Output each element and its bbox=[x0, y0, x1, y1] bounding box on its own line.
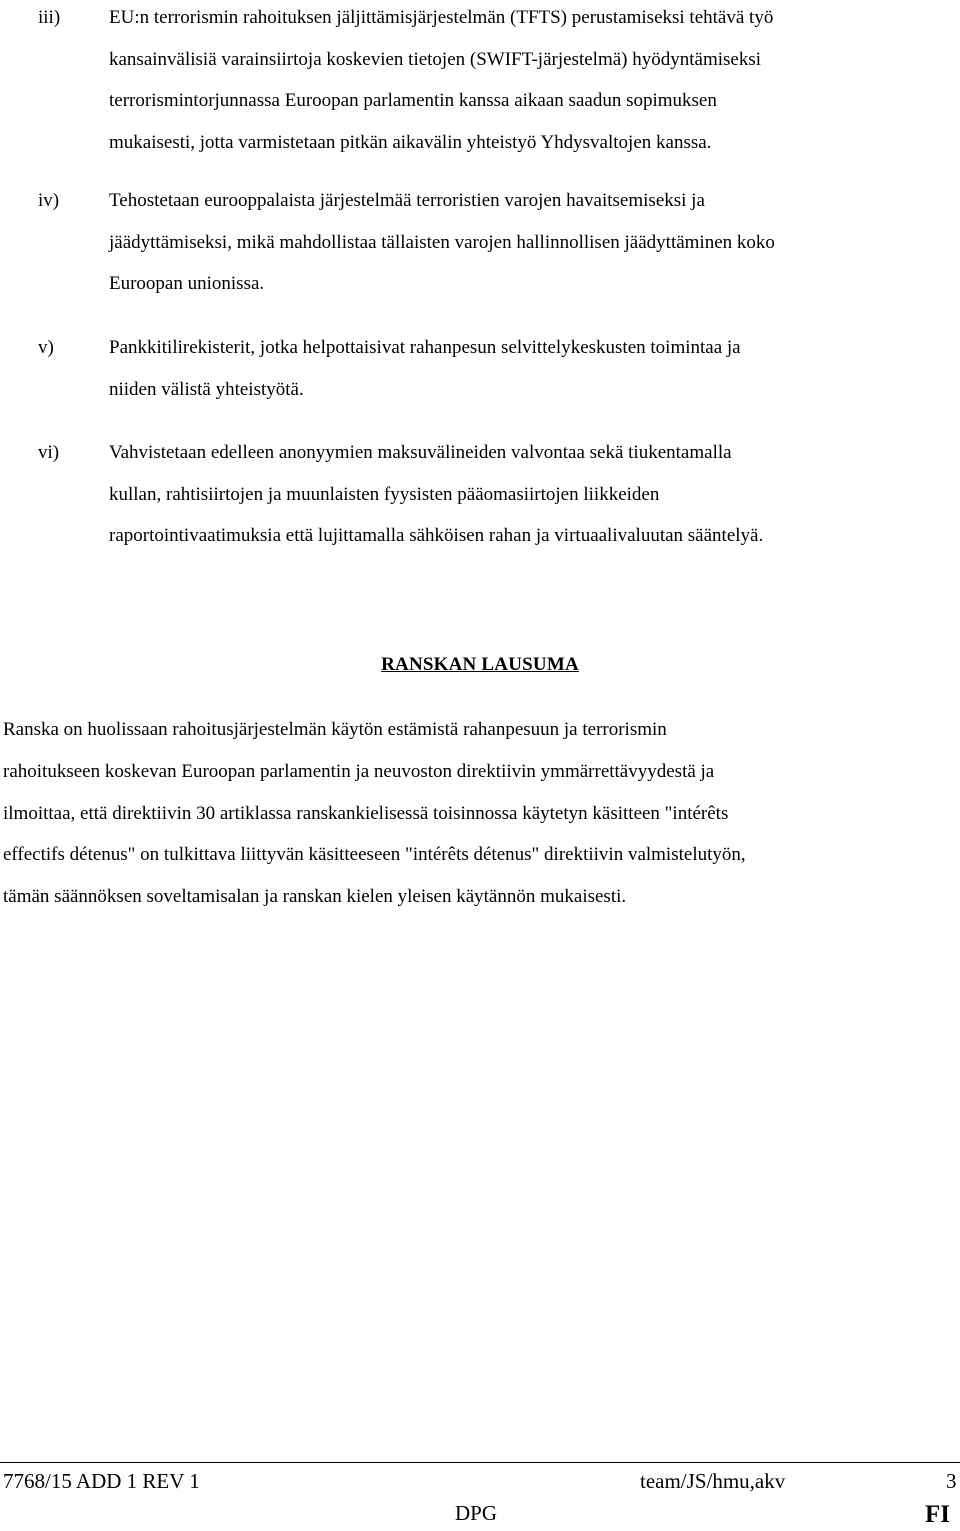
item-line: kullan, rahtisiirtojen ja muunlaisten fyysisten pääomasiirtojen liikkeiden bbox=[109, 483, 660, 505]
directorate-code: DPG bbox=[455, 1501, 498, 1525]
statement-line: ilmoittaa, että direktiivin 30 artiklassa ranskankielisessä toisinnossa käytetyn käsitteen "intérêts bbox=[3, 802, 729, 824]
item-text bbox=[109, 0, 955, 163]
author-initials: team/JS/hmu,akv bbox=[640, 1469, 786, 1493]
item-line: kansainvälisiä varainsiirtoja koskevien tietojen (SWIFT-järjestelmä) hyödyntämiseksi bbox=[109, 48, 762, 70]
item-number: vi) bbox=[38, 442, 60, 463]
footer-divider bbox=[0, 1462, 960, 1463]
item-number: iii) bbox=[38, 7, 61, 28]
statement-paragraph bbox=[3, 709, 958, 918]
item-text bbox=[109, 432, 955, 557]
item-text bbox=[109, 180, 955, 305]
item-line: mukaisesti, jotta varmistetaan pitkän aikavälin yhteistyö Yhdysvaltojen kanssa. bbox=[109, 131, 712, 153]
statement-line: effectifs détenus" on tulkittava liittyvän käsitteeseen "intérêts détenus" direktiivin valmistelutyön, bbox=[3, 844, 746, 866]
item-line: EU:n terrorismin rahoituksen jäljittämisjärjestelmän (TFTS) perustamiseksi tehtävä työ bbox=[109, 7, 774, 28]
item-line: Euroopan unionissa. bbox=[109, 273, 265, 294]
section-heading: RANSKAN LAUSUMA bbox=[381, 654, 579, 675]
item-line: jäädyttämiseksi, mikä mahdollistaa tällaisten varojen hallinnollisen jäädyttäminen koko bbox=[109, 231, 775, 253]
language-code: FI bbox=[925, 1501, 950, 1528]
item-line: niiden välistä yhteistyötä. bbox=[109, 378, 304, 400]
document-reference: 7768/15 ADD 1 REV 1 bbox=[3, 1469, 200, 1493]
item-line: terrorismintorjunnassa Euroopan parlamentin kanssa aikaan saadun sopimuksen bbox=[109, 90, 717, 111]
item-number: v) bbox=[38, 337, 54, 358]
statement-line: Ranska on huolissaan rahoitusjärjestelmän käytön estämistä rahanpesuun ja terrorismin bbox=[3, 719, 667, 740]
item-line: Tehostetaan eurooppalaista järjestelmää terroristien varojen havaitsemiseksi ja bbox=[109, 190, 705, 211]
statement-line: rahoitukseen koskevan Euroopan parlamentin ja neuvoston direktiivin ymmärrettävyydestä ja bbox=[3, 760, 715, 782]
page-number: 3 bbox=[946, 1469, 957, 1493]
item-text bbox=[109, 327, 955, 410]
item-line: raportointivaatimuksia että lujittamalla sähköisen rahan ja virtuaalivaluutan sääntelyä. bbox=[109, 525, 764, 546]
statement-line: tämän säännöksen soveltamisalan ja ranskan kielen yleisen käytännön mukaisesti. bbox=[3, 886, 627, 908]
item-number: iv) bbox=[38, 190, 60, 211]
item-line: Pankkitilirekisterit, jotka helpottaisivat rahanpesun selvittelykeskusten toimintaa ja bbox=[109, 337, 741, 358]
item-line: Vahvistetaan edelleen anonyymien maksuvälineiden valvontaa sekä tiukentamalla bbox=[109, 442, 732, 463]
